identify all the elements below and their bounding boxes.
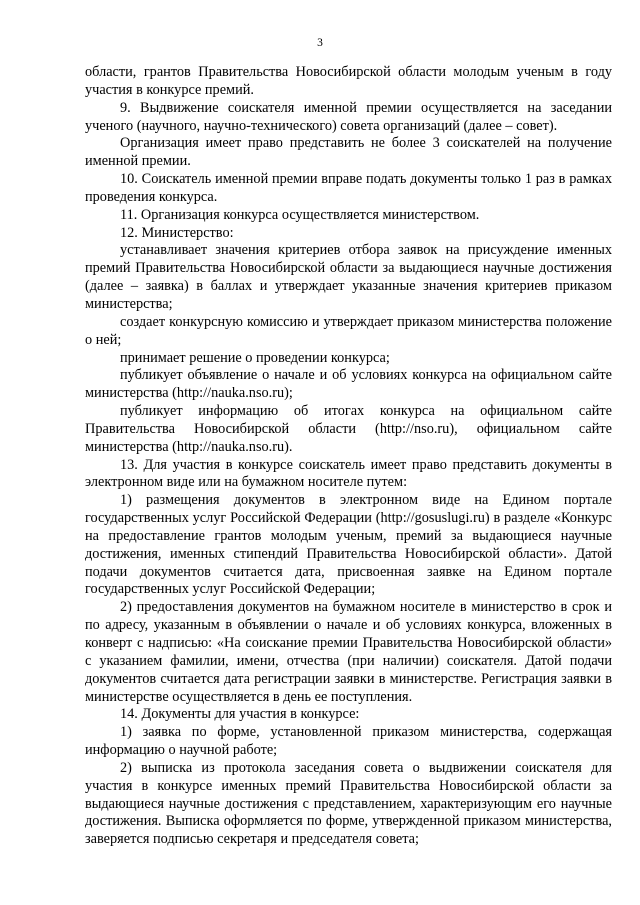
paragraph-electronic-submission: 1) размещения документов в электронном виде на Едином портале государственных услуг Российской Федерации (http://gosuslugi.ru) в разделе «Конкурс на предоставление грантов молодым ученым, премий за выдающиеся научные достижения, именных стипендий Правительства Новосибирской области». Датой подачи документов считается дата, присвоенная заявке на Едином портале государственных услуг Российской Федерации; xyxy=(85,492,612,598)
paragraph-item-10: 10. Соискатель именной премии вправе подать документы только 1 раз в рамках проведения конкурса. xyxy=(85,171,612,205)
paragraph-protocol-extract: 2) выписка из протокола заседания совета о выдвижении соискателя для участия в конкурсе именных премий Правительства Новосибирской области за выдающиеся научные достижения с представлением, характеризующим его научные достижения. Выписка оформляется по форме, утвержденной приказом министерства, заверяется подписью секретаря и председателя совета; xyxy=(85,759,612,848)
document-body xyxy=(85,64,612,849)
paragraph-nominee-limit: Организация имеет право представить не более 3 соискателей на получение именной премии. xyxy=(85,135,612,170)
paragraph-continuation: области, грантов Правительства Новосибирской области молодым ученым в году участия в конкурсе премий. xyxy=(85,64,612,98)
paragraph-item-9: 9. Выдвижение соискателя именной премии осуществляется на заседании ученого (научного, научно-технического) совета организаций (далее – совет). xyxy=(85,99,612,134)
paragraph-item-11: 11. Организация конкурса осуществляется министерством. xyxy=(120,206,480,223)
paragraph-item-13: 13. Для участия в конкурсе соискатель имеет право представить документы в электронном виде или на бумажном носителе путем: xyxy=(85,456,612,491)
paragraph-item-12: 12. Министерство: xyxy=(120,224,234,241)
page-number: 3 xyxy=(317,37,323,49)
paragraph-paper-submission: 2) предоставления документов на бумажном носителе в министерство в срок и по адресу, указанным в объявлении о начале и об условиях конкурса, вложенных в конверт с надписью: «На соискание премии Правительства Новосибирской области» с указанием фамилии, имени, отчества (при наличии) соискателя. Датой подачи документов считается дата регистрации заявки в министерстве. Регистрация заявки в министерстве осуществляется в день ее поступления. xyxy=(85,599,612,705)
paragraph-criteria: устанавливает значения критериев отбора заявок на присуждение именных премий Правительства Новосибирской области за выдающиеся научные достижения (далее – заявка) в баллах и утверждает указанные значения критериев приказом министерства; xyxy=(85,242,612,312)
paragraph-results: публикует информацию об итогах конкурса на официальном сайте Правительства Новосибирской области (http://nso.ru), официальном сайте министерства (http://nauka.nso.ru). xyxy=(85,403,612,455)
paragraph-item-14: 14. Документы для участия в конкурсе: xyxy=(120,706,360,723)
paragraph-application-form: 1) заявка по форме, установленной приказом министерства, содержащая информацию о научной работе; xyxy=(85,724,612,759)
paragraph-decision: принимает решение о проведении конкурса; xyxy=(120,349,390,366)
paragraph-commission: создает конкурсную комиссию и утверждает приказом министерства положение о ней; xyxy=(85,313,612,348)
paragraph-announcement: публикует объявление о начале и об условиях конкурса на официальном сайте министерства (http://nauka.nso.ru); xyxy=(85,367,612,402)
